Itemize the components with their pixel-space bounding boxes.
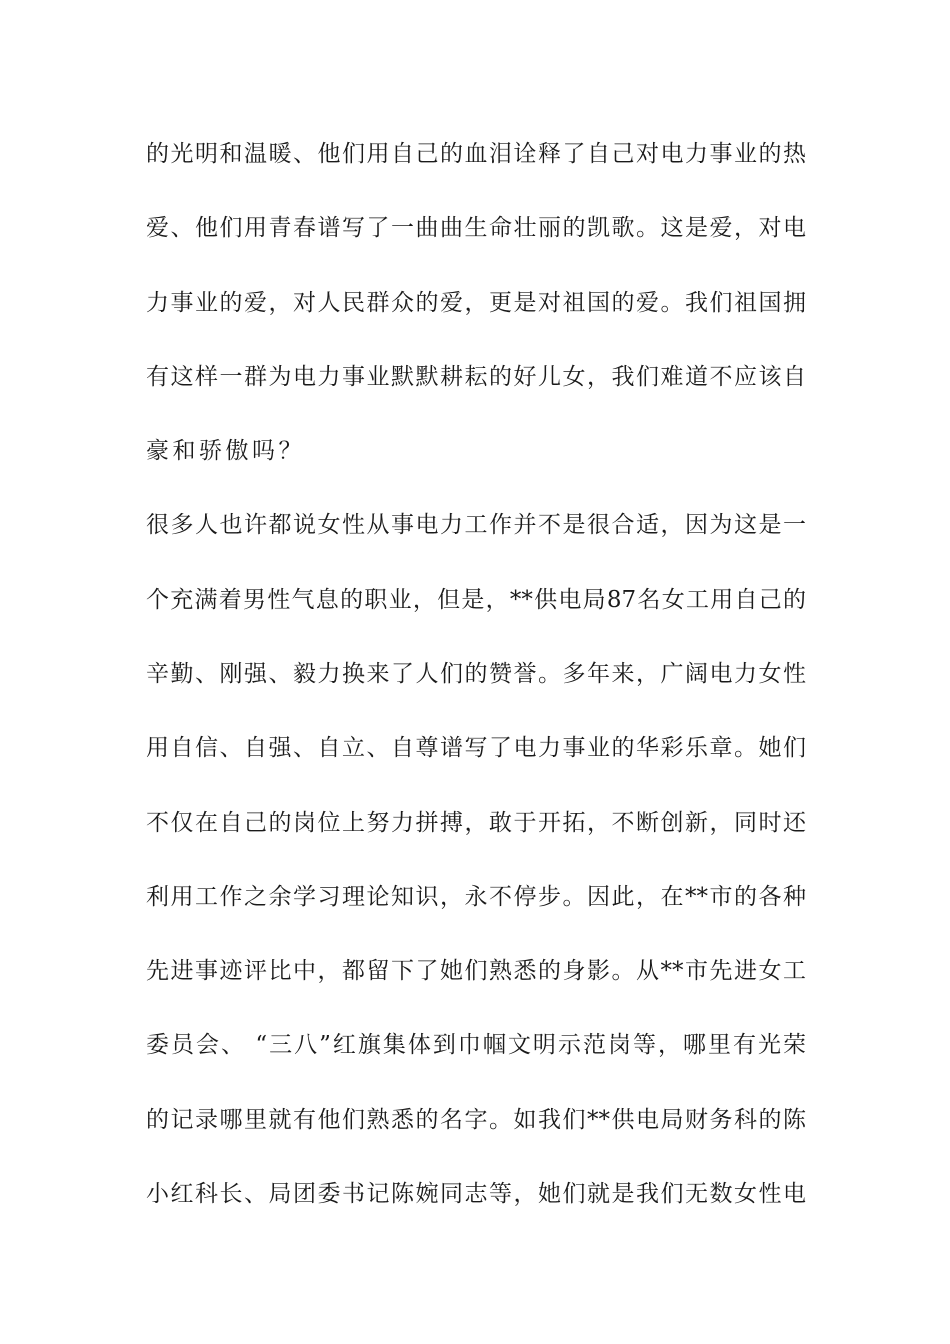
text-line: 有这样一群为电力事业默默耕耘的好儿女，我们难道不应该自	[146, 364, 806, 390]
text-line: 先进事迹评比中，都留下了她们熟悉的身影。从**市先进女工	[146, 958, 806, 984]
text-line: 用自信、自强、自立、自尊谱写了电力事业的华彩乐章。她们	[146, 735, 806, 761]
text-line: 辛勤、刚强、毅力换来了人们的赞誉。多年来，广阔电力女性	[146, 661, 806, 687]
text-line: 的光明和温暖、他们用自己的血泪诠释了自己对电力事业的热	[146, 141, 806, 167]
text-line: 豪和骄傲吗？	[146, 438, 305, 464]
text-line: 力事业的爱，对人民群众的爱，更是对祖国的爱。我们祖国拥	[146, 290, 806, 316]
text-line: 很多人也许都说女性从事电力工作并不是很合适，因为这是一	[146, 512, 806, 538]
text-line: 的记录哪里就有他们熟悉的名字。如我们**供电局财务科的陈	[146, 1107, 806, 1133]
text-line: 不仅在自己的岗位上努力拼搏，敢于开拓，不断创新，同时还	[146, 810, 806, 836]
text-line: 小红科长、局团委书记陈婉同志等，她们就是我们无数女性电	[146, 1181, 806, 1207]
text-line: 爱、他们用青春谱写了一曲曲生命壮丽的凯歌。这是爱，对电	[146, 215, 806, 241]
text-line: 个充满着男性气息的职业，但是，**供电局87名女工用自己的	[146, 587, 806, 613]
text-line: 利用工作之余学习理论知识，永不停步。因此，在**市的各种	[146, 884, 806, 910]
text-line: 委员会、 “三八”红旗集体到巾帼文明示范岗等，哪里有光荣	[146, 1032, 806, 1058]
